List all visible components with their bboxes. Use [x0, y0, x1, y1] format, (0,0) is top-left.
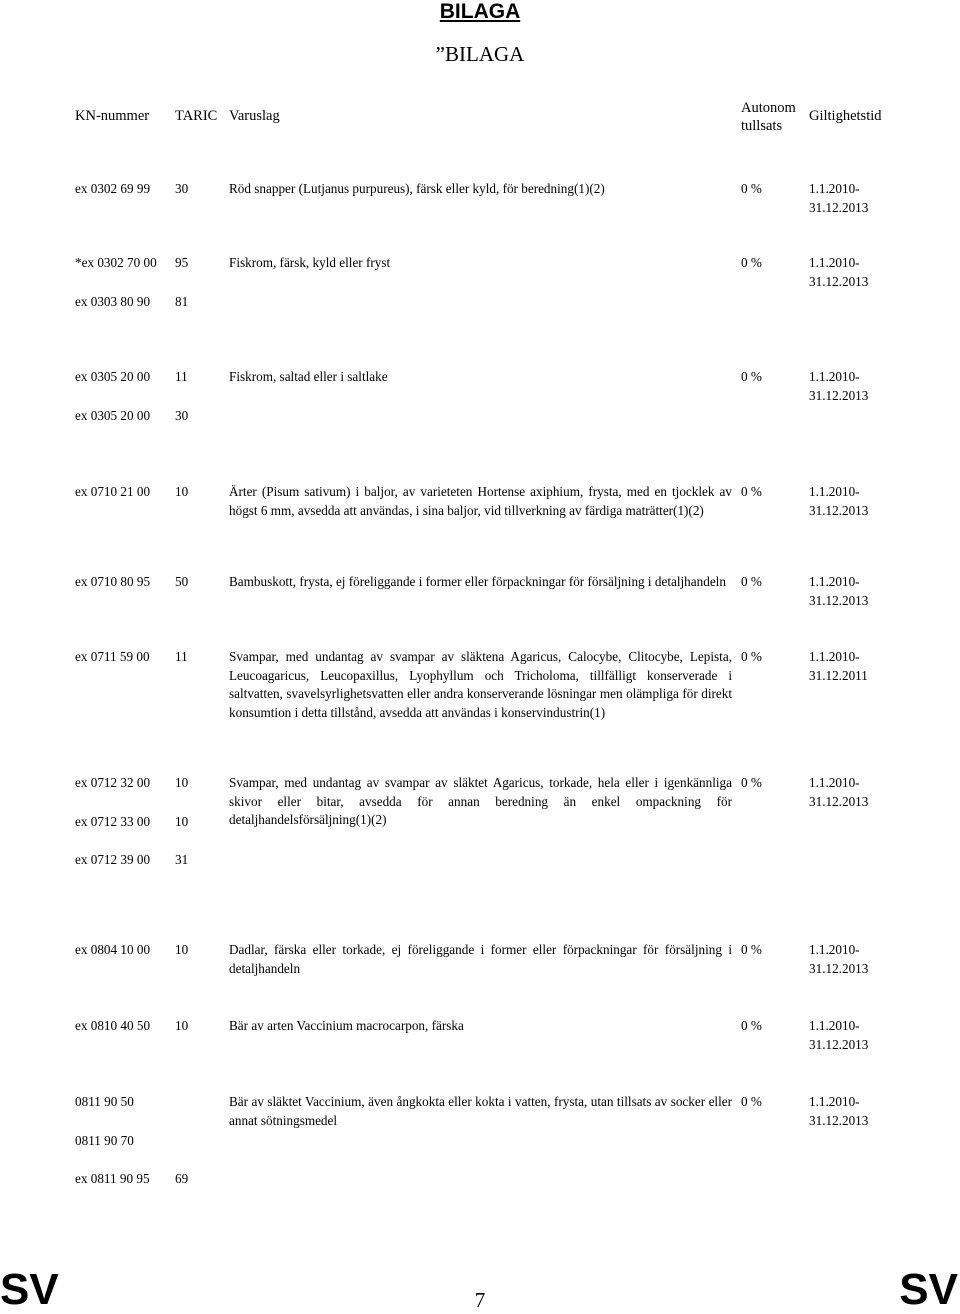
taric-code: 31 — [175, 852, 189, 867]
kn-number: ex 0305 20 00 — [75, 369, 151, 384]
col-header-rate-line1: Autonom — [741, 100, 796, 116]
goods-description: Svampar, med undantag av svampar av släktena Agaricus, Calocybe, Clitocybe, Lepista, Leucoagaricus, Leucopaxillus, Lyophyllum och Tricholoma, tillfälligt konserverade i saltvatten, svavelsyrlighetsvatten eller andra konserverande lösningar men olämpliga för direkt konsumtion i detta tillstånd, avsedda att användas i konservindustrin(1) — [229, 649, 732, 720]
taric-code: 95 — [175, 255, 189, 270]
taric-code — [175, 1132, 215, 1171]
page-number: 7 — [474, 1288, 486, 1312]
kn-number: ex 0712 32 00 — [75, 775, 151, 790]
validity-from: 1.1.2010- — [809, 775, 860, 790]
validity-to: 31.12.2013 — [809, 793, 869, 809]
kn-number: ex 0710 80 95 — [75, 574, 151, 589]
taric-code: 30 — [175, 181, 189, 196]
validity-from: 1.1.2010- — [809, 255, 860, 270]
kn-number: ex 0711 59 00 — [75, 649, 150, 664]
band-title: BILAGA — [439, 0, 521, 23]
validity-from: 1.1.2010- — [809, 942, 860, 957]
validity-from: 1.1.2010- — [809, 484, 860, 499]
validity-period — [809, 1093, 899, 1130]
taric-code: 10 — [175, 1018, 189, 1033]
kn-number-cell — [75, 774, 175, 890]
validity-period — [809, 573, 899, 610]
col-header-taric: TARIC — [175, 108, 218, 124]
goods-description: Fiskrom, färsk, kyld eller fryst — [229, 255, 391, 270]
validity-to: 31.12.2013 — [809, 960, 869, 976]
validity-from: 1.1.2010- — [809, 649, 860, 664]
validity-to: 31.12.2011 — [809, 667, 868, 683]
taric-cell — [175, 1017, 215, 1056]
taric-code — [175, 1093, 215, 1132]
validity-to: 31.12.2013 — [809, 592, 869, 608]
goods-description: Fiskrom, saltad eller i saltlake — [229, 369, 388, 384]
kn-number: ex 0303 80 90 — [75, 293, 151, 309]
goods-description: Svampar, med undantag av svampar av släktet Agaricus, torkade, hela eller i igenkännliga skivor eller bitar, avsedda för annan beredning än enkel ompackning för detaljhandelsförsäljning(1)(2) — [229, 775, 732, 827]
duty-rate: 0 % — [741, 484, 762, 499]
duty-rate: 0 % — [741, 1094, 762, 1109]
duty-rate: 0 % — [741, 369, 762, 384]
annex-title: ”BILAGA — [435, 42, 525, 66]
goods-description: Röd snapper (Lutjanus purpureus), färsk eller kyld, för beredning(1)(2) — [229, 181, 605, 196]
kn-number: ex 0811 90 95 — [75, 1171, 150, 1186]
taric-cell — [175, 941, 215, 980]
taric-cell — [175, 774, 215, 890]
kn-number: ex 0710 21 00 — [75, 484, 151, 499]
taric-cell — [175, 180, 215, 219]
kn-number: ex 0712 33 00 — [75, 813, 151, 829]
validity-from: 1.1.2010- — [809, 369, 860, 384]
kn-number-cell — [75, 254, 175, 331]
taric-code: 50 — [175, 574, 189, 589]
kn-number-cell — [75, 1093, 175, 1209]
taric-cell — [175, 1093, 215, 1209]
col-header-rate — [741, 99, 796, 135]
duty-rate: 0 % — [741, 775, 762, 790]
kn-number-cell — [75, 1017, 175, 1056]
duty-rate: 0 % — [741, 255, 762, 270]
taric-code: 10 — [175, 775, 189, 790]
kn-number-cell — [75, 573, 175, 612]
validity-to: 31.12.2013 — [809, 273, 869, 289]
col-header-rate-line2: tullsats — [741, 118, 783, 134]
col-header-desc: Varuslag — [229, 108, 280, 124]
duty-rate: 0 % — [741, 574, 762, 589]
kn-number: 0811 90 50 — [75, 1094, 134, 1109]
kn-number-cell — [75, 648, 175, 687]
kn-number: ex 0810 40 50 — [75, 1018, 151, 1033]
kn-number-cell — [75, 368, 175, 445]
validity-to: 31.12.2013 — [809, 502, 869, 518]
kn-number: 0811 90 70 — [75, 1132, 134, 1148]
validity-period — [809, 368, 899, 405]
taric-code: 10 — [175, 942, 189, 957]
kn-number-cell — [75, 941, 175, 980]
kn-number: ex 0804 10 00 — [75, 942, 151, 957]
taric-code: 30 — [175, 407, 189, 423]
taric-cell — [175, 254, 215, 331]
validity-to: 31.12.2013 — [809, 387, 869, 403]
validity-period — [809, 774, 899, 811]
duty-rate: 0 % — [741, 942, 762, 957]
duty-rate: 0 % — [741, 1018, 762, 1033]
taric-code: 81 — [175, 293, 189, 309]
col-header-validity: Giltighetstid — [809, 108, 882, 124]
col-header-kn: KN-nummer — [75, 108, 150, 124]
validity-period — [809, 254, 899, 291]
goods-description: Bambuskott, frysta, ej föreliggande i former eller förpackningar för försäljning i detaljhandeln — [229, 574, 726, 589]
validity-from: 1.1.2010- — [809, 1018, 860, 1033]
taric-cell — [175, 573, 215, 612]
goods-description: Dadlar, färska eller torkade, ej föreliggande i former eller förpackningar för försäljning i detaljhandeln — [229, 942, 732, 976]
taric-cell — [175, 368, 215, 445]
taric-cell — [175, 648, 215, 687]
goods-description: Ärter (Pisum sativum) i baljor, av varieteten Hortense axiphium, frysta, med en tjocklek av högst 6 mm, avsedda att användas, i sina baljor, vid tillverkning av färdiga maträtter(1)(2) — [229, 484, 732, 518]
kn-number: ex 0712 39 00 — [75, 852, 151, 867]
taric-code: 69 — [175, 1171, 189, 1186]
lang-code-left: SV — [0, 1265, 59, 1314]
validity-to: 31.12.2013 — [809, 199, 869, 215]
taric-code: 11 — [175, 649, 188, 664]
duty-rate: 0 % — [741, 181, 762, 196]
validity-from: 1.1.2010- — [809, 574, 860, 589]
kn-number-cell — [75, 180, 175, 219]
kn-number: *ex 0302 70 00 — [75, 255, 157, 270]
validity-period — [809, 648, 899, 685]
taric-code: 11 — [175, 369, 188, 384]
kn-number-cell — [75, 483, 175, 522]
goods-description: Bär av arten Vaccinium macrocarpon, färska — [229, 1018, 464, 1033]
validity-from: 1.1.2010- — [809, 1094, 860, 1109]
taric-cell — [175, 483, 215, 522]
kn-number: ex 0305 20 00 — [75, 407, 151, 423]
validity-to: 31.12.2013 — [809, 1036, 869, 1052]
validity-period — [809, 483, 899, 520]
validity-period — [809, 941, 899, 978]
taric-code: 10 — [175, 813, 189, 829]
duty-rate: 0 % — [741, 649, 762, 664]
taric-code: 10 — [175, 484, 189, 499]
goods-description: Bär av släktet Vaccinium, även ångkokta eller kokta i vatten, frysta, utan tillsats av socker eller annat sötningsmedel — [229, 1094, 732, 1128]
lang-code-right: SV — [899, 1265, 958, 1314]
validity-from: 1.1.2010- — [809, 181, 860, 196]
kn-number: ex 0302 69 99 — [75, 181, 151, 196]
validity-to: 31.12.2013 — [809, 1112, 869, 1128]
validity-period — [809, 1017, 899, 1054]
validity-period — [809, 180, 899, 217]
